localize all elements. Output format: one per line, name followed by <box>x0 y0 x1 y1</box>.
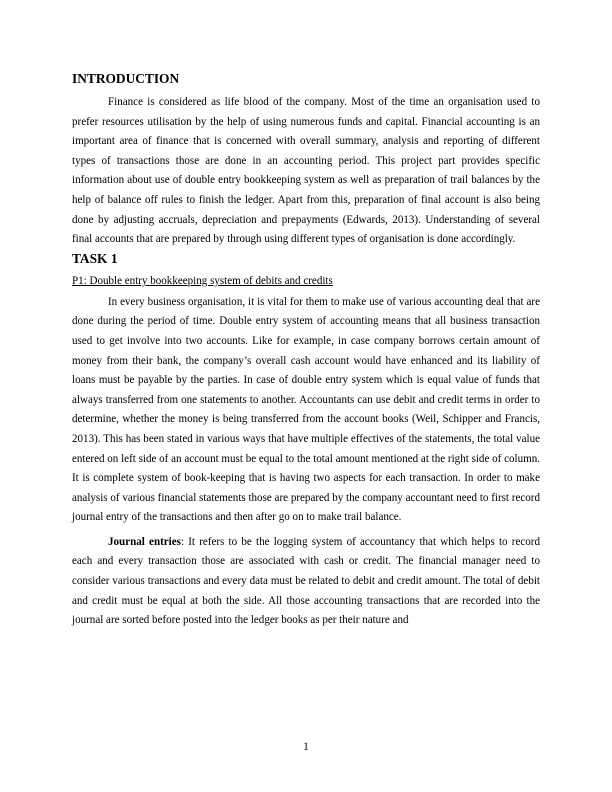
task1-paragraph-1: In every business organisation, it is vital for them to make use of various accounting deal that are done during the period of time. Double entry system of accounting means that all business transaction used to get involve into two accounts. Like for example, in case company borrows certain amount of money from their bank, the company’s overall cash account would have enhanced and its liability of loans must be payable by the parties. In case of double entry system which is equal value of funds that always transferred from one statements to another. Accountants can use debit and credit terms in order to determine, whether the money is being transferred from the account books (Weil, Schipper and Francis, 2013). This has been stated in various ways that have multiple effectives of the statements, the total value entered on left side of an account must be equal to the total amount mentioned at the right side of column. It is complete system of book-keeping that is having two aspects for each transaction. In order to make analysis of various financial statements those are prepared by the company accountant need to first record journal entry of the transactions and then after go on to make trail balance. <box>72 295 540 524</box>
task1-heading: TASK 1 <box>72 250 118 266</box>
task1-paragraph-2 <box>72 533 540 631</box>
task1-subheading: P1: Double entry bookkeeping system of debits and credits <box>72 274 333 287</box>
journal-entries-term: Journal entries <box>108 535 181 548</box>
document-page <box>72 70 540 631</box>
introduction-paragraph: Finance is considered as life blood of the company. Most of the time an organisation used to prefer resources utilisation by the help of using numerous funds and capital. Financial accounting is an important area of finance that is concerned with overall summary, analysis and reporting of different types of transactions those are done in an accounting period. This project part provides specific information about use of double entry bookkeeping system as well as preparation of trail balances by the help of balance off rules to finish the ledger. Apart from this, preparation of final account is also being done by adjusting accruals, depreciation and prepayments (Edwards, 2013). Understanding of several final accounts that are prepared by through using different types of organisation is done accordingly. <box>72 96 540 246</box>
introduction-heading: INTRODUCTION <box>72 71 180 86</box>
page-number: 1 <box>303 741 309 753</box>
journal-entries-text: : It refers to be the logging system of accountancy that which helps to record each and every transaction those are associated with cash or credit. The financial manager need to consider various transactions and every data must be related to debit and credit amount. The total of debit and credit must be equal at both the side. All those accounting transactions that are recorded into the journal are sorted before posted into the ledger books as per their nature and <box>72 535 540 627</box>
